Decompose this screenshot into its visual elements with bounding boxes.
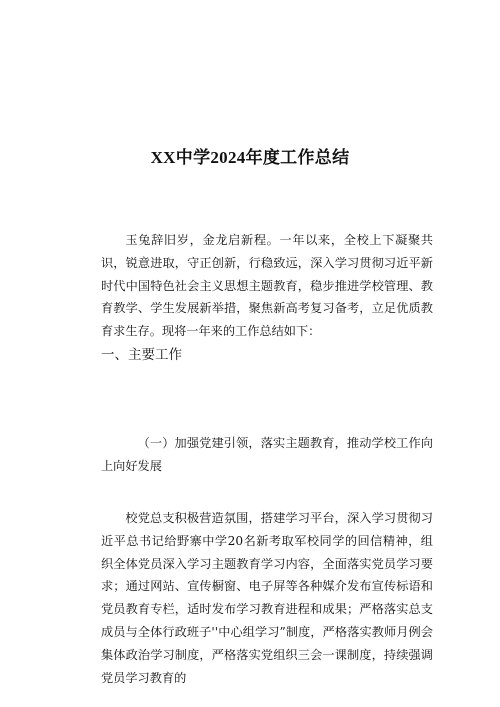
section-heading: 一、主要工作 <box>101 347 182 363</box>
subsection-heading: （一）加强党建引领，落实主题教育，推动学校工作向上向好发展 <box>101 436 433 473</box>
document-title: XX中学2024年度工作总结 <box>150 148 350 167</box>
intro-paragraph: 玉兔辞旧岁，金龙启新程。一年以来，全校上下凝聚共识，锐意进取，守正创新，行稳致远，深入学习贯彻习近平新时代中国特色社会主义思想主题教育，稳步推进学校管理、教育教学、学生发展新举措，聚焦新高考复习备考，立足优质教育求生存。现将一年来的工作总结如下： <box>101 233 433 339</box>
body-paragraph: 校党总支积极营造氛围，搭建学习平台，深入学习贯彻习近平总书记给野寨中学20名新考取军校同学的回信精神，组织全体党员深入学习主题教育学习内容，全面落实党员学习要求；通过网站、宣传橱窗、电子屏等各种媒介发布宣传标语和党员教育专栏，适时发布学习教育进程和成果；严格落实总支成员与全体行政班子''中心组学习”制度，严格落实教师月例会集体政治学习制度，严格落实党组织三会一课制度，持续强调党员学习教育的 <box>101 511 433 685</box>
